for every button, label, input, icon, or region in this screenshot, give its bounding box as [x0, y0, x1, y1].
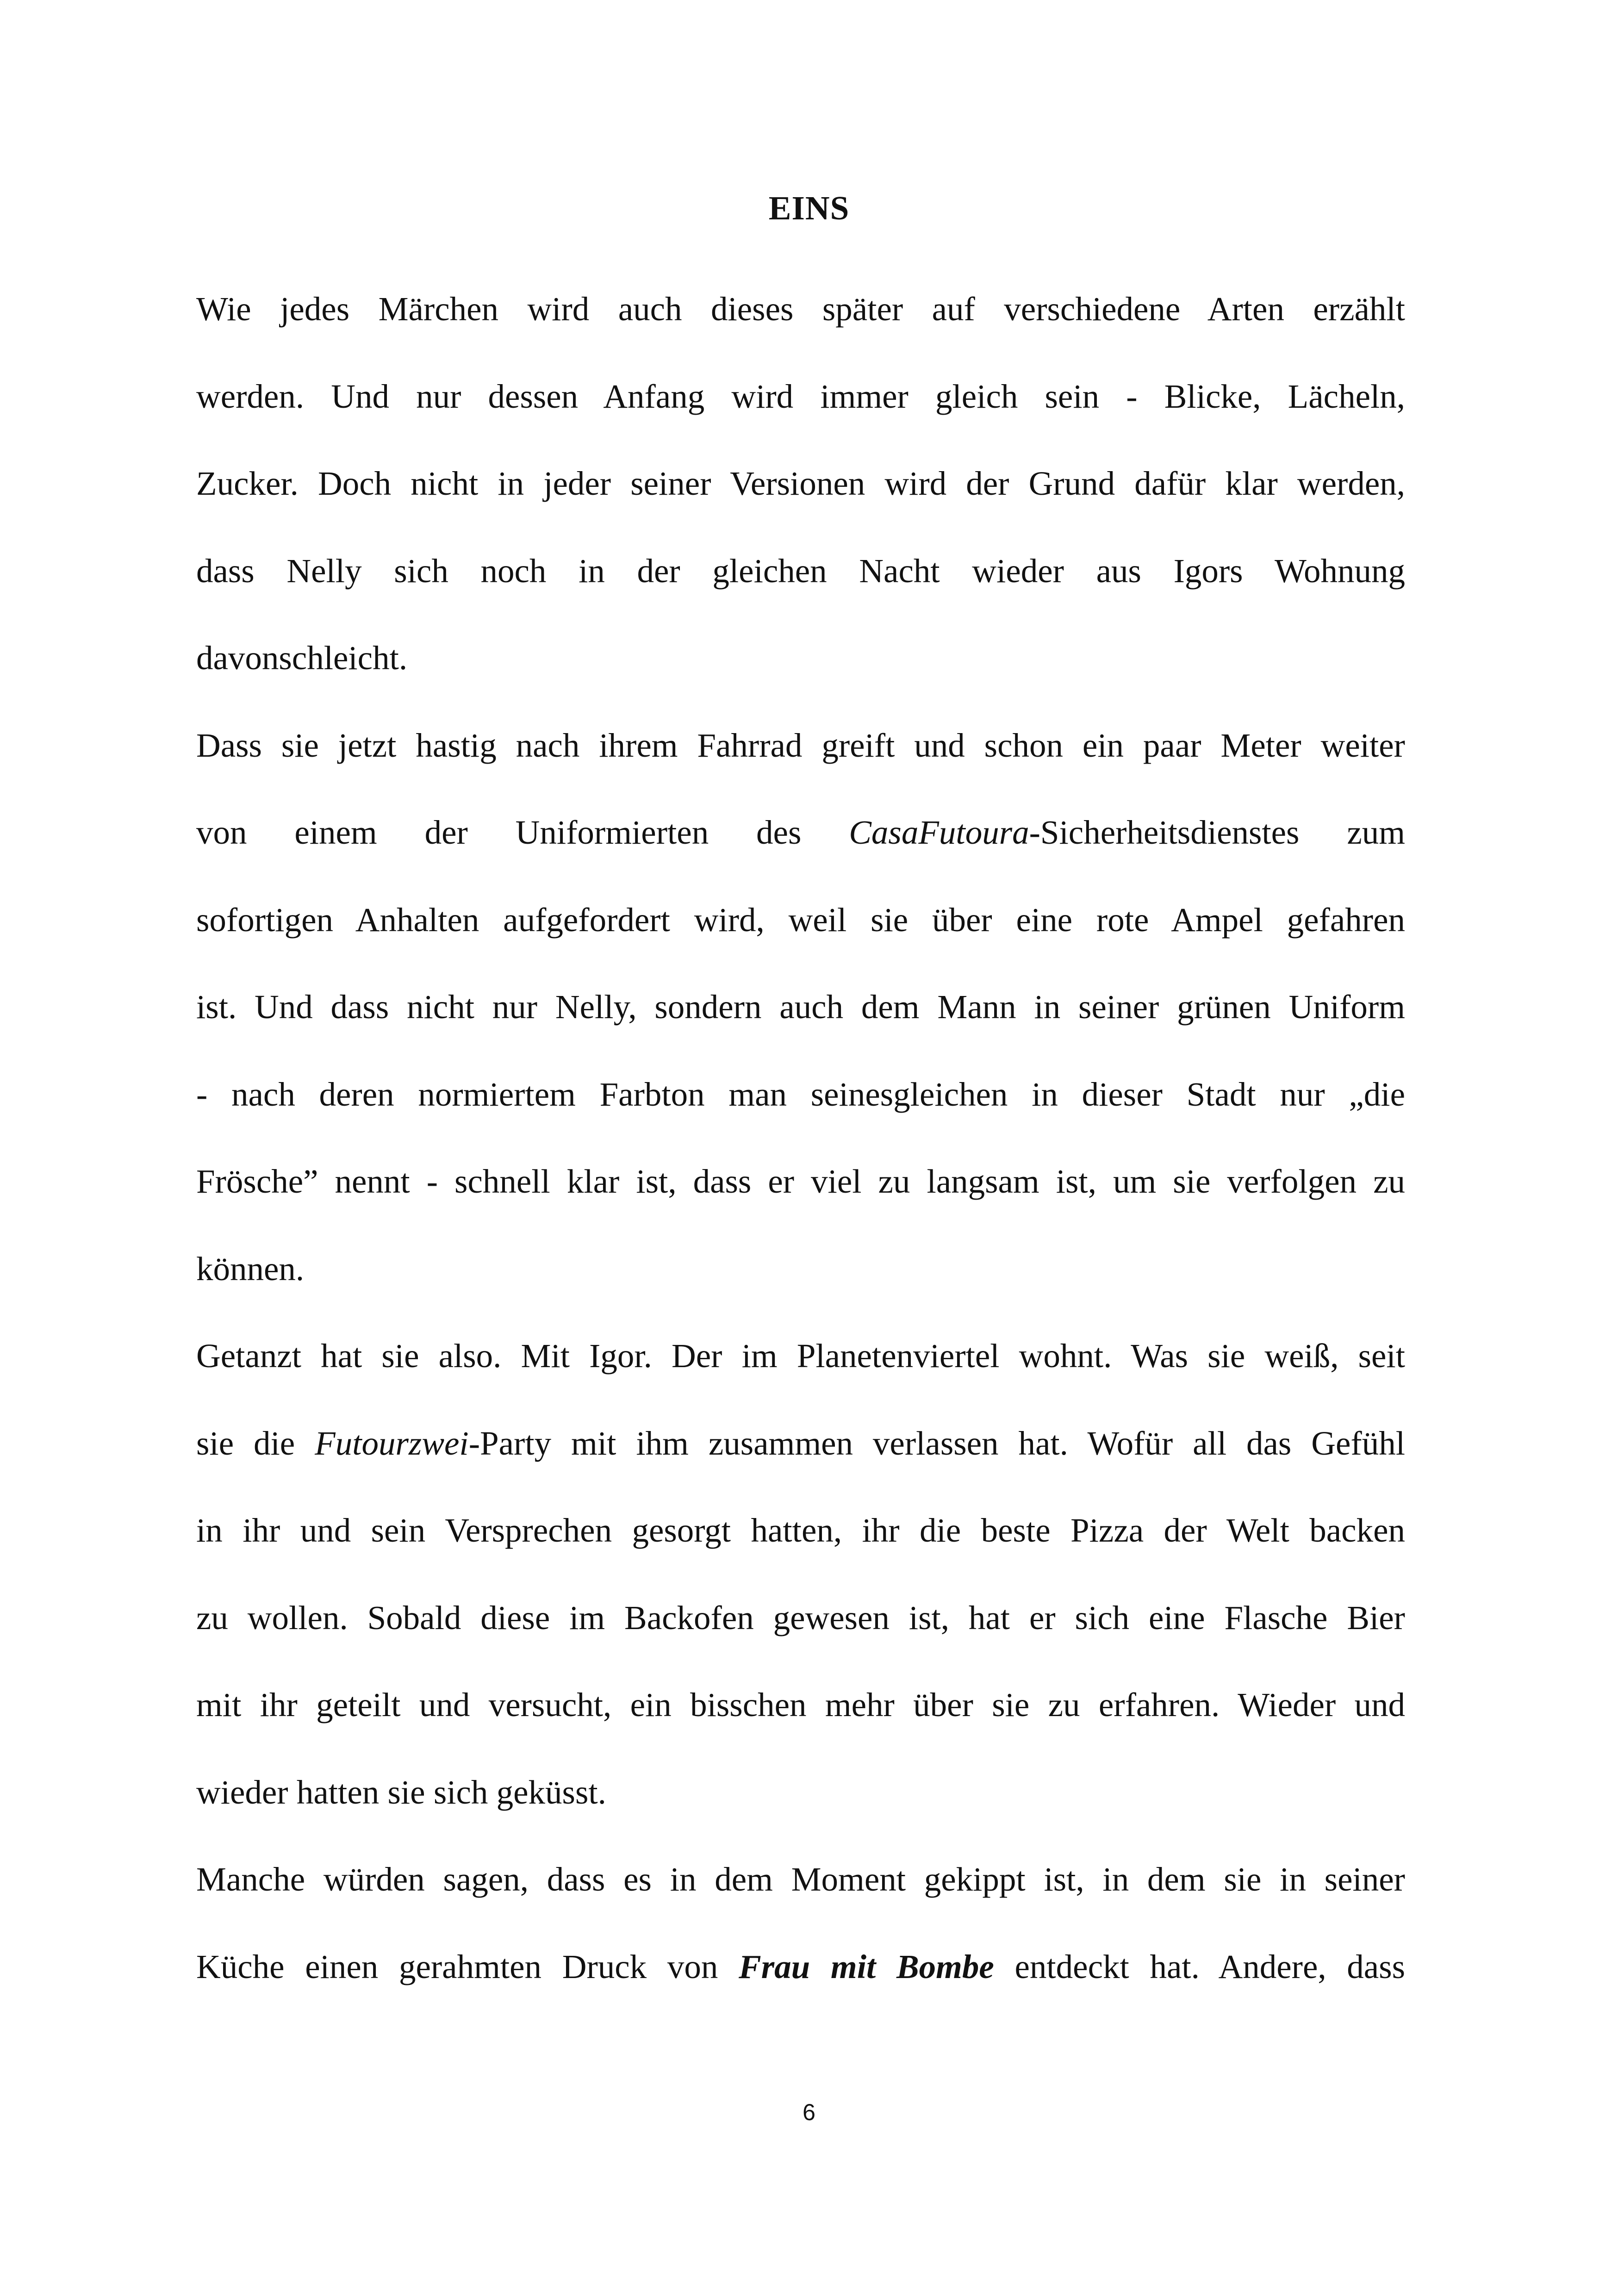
- text-segment: Dass sie jetzt hastig nach ihrem Fahrrad greift und schon ein paar Meter weiter: [196, 726, 1405, 764]
- text-line: [196, 1505, 1405, 1593]
- text-segment: Zucker. Doch nicht in jeder seiner Versionen wird der Grund dafür klar werden,: [196, 465, 1405, 502]
- text-line: [196, 458, 1405, 546]
- text-line: [196, 1854, 1405, 1941]
- text-segment: werden. Und nur dessen Anfang wird immer gleich sein - Blicke, Lächeln,: [196, 377, 1405, 415]
- text-segment: in ihr und sein Versprechen gesorgt hatten, ihr die beste Pizza der Welt backen: [196, 1512, 1405, 1549]
- text-line: [196, 633, 1405, 720]
- text-line: [196, 982, 1405, 1069]
- text-segment: sie die: [196, 1424, 315, 1462]
- text-line: [196, 1593, 1405, 1680]
- text-line: [196, 1069, 1405, 1157]
- text-segment: zu wollen. Sobald diese im Backofen gewesen ist, hat er sich eine Flasche Bier: [196, 1599, 1405, 1636]
- text-segment: Küche einen gerahmten Druck von: [196, 1948, 739, 1985]
- text-line: [196, 1244, 1405, 1331]
- page-number: 6: [803, 2099, 815, 2125]
- text-segment: -Party mit ihm zusammen verlassen hat. Wofür all das Gefühl: [468, 1424, 1405, 1462]
- text-segment: von einem der Uniformierten des: [196, 814, 849, 851]
- text-line: [196, 546, 1405, 633]
- text-segment: sofortigen Anhalten aufgefordert wird, weil sie über eine rote Ampel gefahren: [196, 901, 1405, 939]
- text-segment: entdeckt hat. Andere, dass: [994, 1948, 1406, 1985]
- text-line: [196, 1767, 1405, 1854]
- bold-italic-text: Frau mit Bombe: [739, 1948, 994, 1985]
- italic-text: Futourzwei: [315, 1424, 469, 1462]
- text-line: [196, 371, 1405, 459]
- text-segment: Wie jedes Märchen wird auch dieses später auf verschiedene Arten erzählt: [196, 290, 1405, 328]
- text-line: [196, 1156, 1405, 1244]
- text-segment: wieder hatten sie sich geküsst.: [196, 1773, 606, 1811]
- text-segment: dass Nelly sich noch in der gleichen Nacht wieder aus Igors Wohnung: [196, 552, 1405, 590]
- text-line: [196, 807, 1405, 895]
- text-line: [196, 1331, 1405, 1418]
- text-line: [196, 1418, 1405, 1506]
- text-segment: ist. Und dass nicht nur Nelly, sondern auch dem Mann in seiner grünen Uniform: [196, 988, 1405, 1026]
- text-line: [196, 895, 1405, 982]
- text-segment: Manche würden sagen, dass es in dem Moment gekippt ist, in dem sie in seiner: [196, 1860, 1405, 1898]
- text-segment: -Sicherheitsdienstes zum: [1029, 814, 1405, 851]
- body-text: [196, 284, 1405, 2028]
- text-segment: Frösche” nennt - schnell klar ist, dass er viel zu langsam ist, um sie verfolgen zu: [196, 1163, 1405, 1200]
- text-segment: davonschleicht.: [196, 639, 408, 677]
- text-segment: Getanzt hat sie also. Mit Igor. Der im Planetenviertel wohnt. Was sie weiß, seit: [196, 1337, 1405, 1375]
- text-segment: können.: [196, 1250, 305, 1288]
- text-line: [196, 284, 1405, 371]
- italic-text: CasaFutoura: [849, 814, 1029, 851]
- chapter-title: EINS: [768, 189, 850, 227]
- text-line: [196, 1680, 1405, 1767]
- text-line: [196, 720, 1405, 808]
- text-segment: mit ihr geteilt und versucht, ein bisschen mehr über sie zu erfahren. Wieder und: [196, 1686, 1405, 1724]
- text-segment: - nach deren normiertem Farbton man seinesgleichen in dieser Stadt nur „die: [196, 1075, 1405, 1113]
- text-line: [196, 1941, 1405, 2029]
